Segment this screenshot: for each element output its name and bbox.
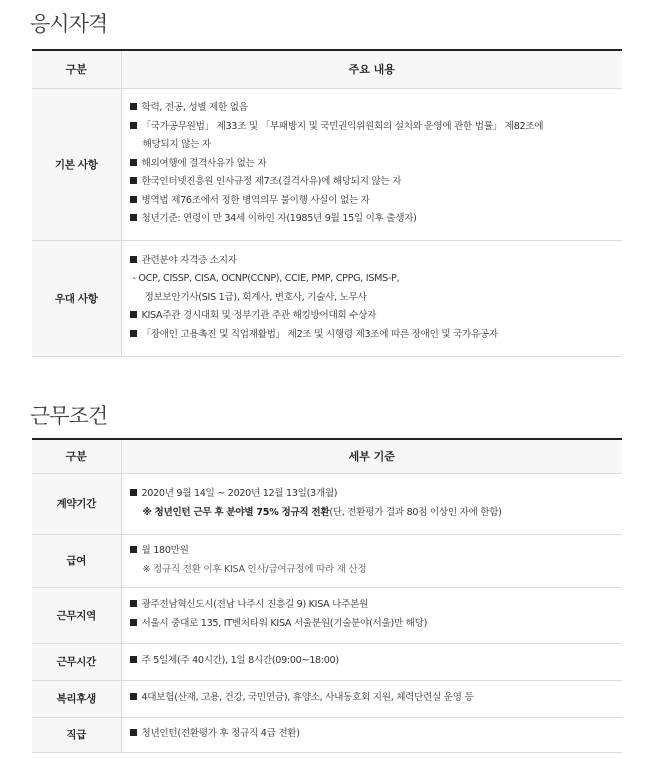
list-item: KISA주관 경시대회 및 정부기관 주관 해킹방어대회 수상자 — [130, 307, 613, 326]
row-category: 직급 — [32, 717, 121, 752]
row-category: 기본 사항 — [32, 88, 121, 240]
row-content — [121, 587, 622, 643]
list-item: 청년기준: 연령이 만 34세 이하인 자(1985년 9월 15일 이후 출생자) — [130, 210, 613, 229]
row-content — [121, 473, 622, 534]
table-row — [32, 680, 622, 717]
eligibility-table — [32, 49, 622, 357]
conditions-title: 근무조건 — [30, 404, 108, 428]
header-content: 주요 내용 — [121, 50, 622, 88]
bullet-square-icon — [130, 619, 137, 626]
row-content — [121, 680, 622, 717]
list-item: 광주전남혁신도시(전남 나주시 진흥길 9) KISA 나주본원 — [130, 596, 613, 615]
bullet-square-icon — [130, 196, 137, 203]
list-item: 서울시 중대로 135, IT벤처타워 KISA 서울분원(기술분야(서울)만 해당) — [130, 615, 613, 634]
row-category: 근무지역 — [32, 587, 121, 643]
table-row — [32, 473, 622, 534]
row-content — [121, 717, 622, 752]
list-item: 병역법 제76조에서 정한 병역의무 불이행 사실이 없는 자 — [130, 192, 613, 211]
bullet-square-icon — [130, 489, 137, 496]
table-header-row — [32, 439, 622, 473]
bullet-square-icon — [130, 159, 137, 166]
bullet-square-icon — [130, 311, 137, 318]
list-item: 2020년 9월 14일 ~ 2020년 12월 13일(3개월) — [130, 485, 613, 504]
row-content — [121, 534, 622, 587]
list-item: 「장애인 고용촉진 및 직업재활법」 제2조 및 시행령 제3조에 따른 장애인 및 국가유공자 — [130, 326, 613, 345]
bullet-square-icon — [130, 122, 137, 129]
list-item: 관련분야 자격증 소지자 — [130, 252, 613, 271]
conditions-table — [32, 438, 622, 753]
table-row — [32, 88, 622, 240]
table-row — [32, 643, 622, 680]
list-item: 한국인터넷진흥원 인사규정 제7조(결격사유)에 해당되지 않는 자 — [130, 173, 613, 192]
bullet-square-icon — [130, 256, 137, 263]
bullet-square-icon — [130, 546, 137, 553]
list-item: 월 180만원 — [130, 542, 613, 561]
list-item-continuation: 정보보안기사(SIS 1급), 회계사, 변호사, 기술사, 노무사 — [144, 291, 367, 303]
row-category: 근무시간 — [32, 643, 121, 680]
row-category: 급여 — [32, 534, 121, 587]
row-content — [121, 88, 622, 240]
bullet-square-icon — [130, 656, 137, 663]
row-category: 계약기간 — [32, 473, 121, 534]
header-category: 구분 — [32, 50, 121, 88]
note-line: ※ 정규직 전환 이후 KISA 인사/급여규정에 따라 재 산정 — [142, 563, 367, 575]
bullet-square-icon — [130, 600, 137, 607]
table-row — [32, 534, 622, 587]
bullet-square-icon — [130, 330, 137, 337]
list-item: 학력, 전공, 성별 제한 없음 — [130, 99, 613, 118]
row-content — [121, 643, 622, 680]
list-item: 「국가공무원법」 제33조 및 「부패방지 및 국민권익위원회의 설치와 운영에 관한 법률」 제82조에 — [130, 118, 613, 137]
list-item-sub: - OCP, CISSP, CISA, OCNP(CCNP), CCIE, PMP, CPPG, ISMS-P, — [132, 273, 400, 285]
table-row — [32, 587, 622, 643]
row-category: 복리후생 — [32, 680, 121, 717]
reference-mark-icon: ※ — [142, 506, 152, 518]
list-item-continuation: 해당되지 않는 자 — [142, 139, 211, 151]
table-row — [32, 717, 622, 752]
bullet-square-icon — [130, 103, 137, 110]
list-item: 4대보험(산재, 고용, 건강, 국민연금), 휴양소, 사내동호회 지원, 체력단련실 운영 등 — [130, 689, 613, 708]
note-line: ※ 청년인턴 근무 후 분야별 75% 정규직 전환(단, 전환평가 결과 80점 이상인 자에 한함) — [142, 506, 502, 518]
list-item: 해외여행에 결격사유가 없는 자 — [130, 155, 613, 174]
header-content: 세부 기준 — [121, 439, 622, 473]
bullet-square-icon — [130, 177, 137, 184]
header-category: 구분 — [32, 439, 121, 473]
row-category: 우대 사항 — [32, 240, 121, 356]
eligibility-title: 응시자격 — [30, 12, 108, 36]
bullet-square-icon — [130, 214, 137, 221]
row-content — [121, 240, 622, 356]
list-item: 청년인턴(전환평가 후 정규직 4급 전환) — [130, 725, 613, 744]
list-item: 주 5일제(주 40시간), 1일 8시간(09:00~18:00) — [130, 652, 613, 671]
bullet-square-icon — [130, 729, 137, 736]
table-header-row — [32, 50, 622, 88]
bullet-square-icon — [130, 693, 137, 700]
table-row — [32, 240, 622, 356]
